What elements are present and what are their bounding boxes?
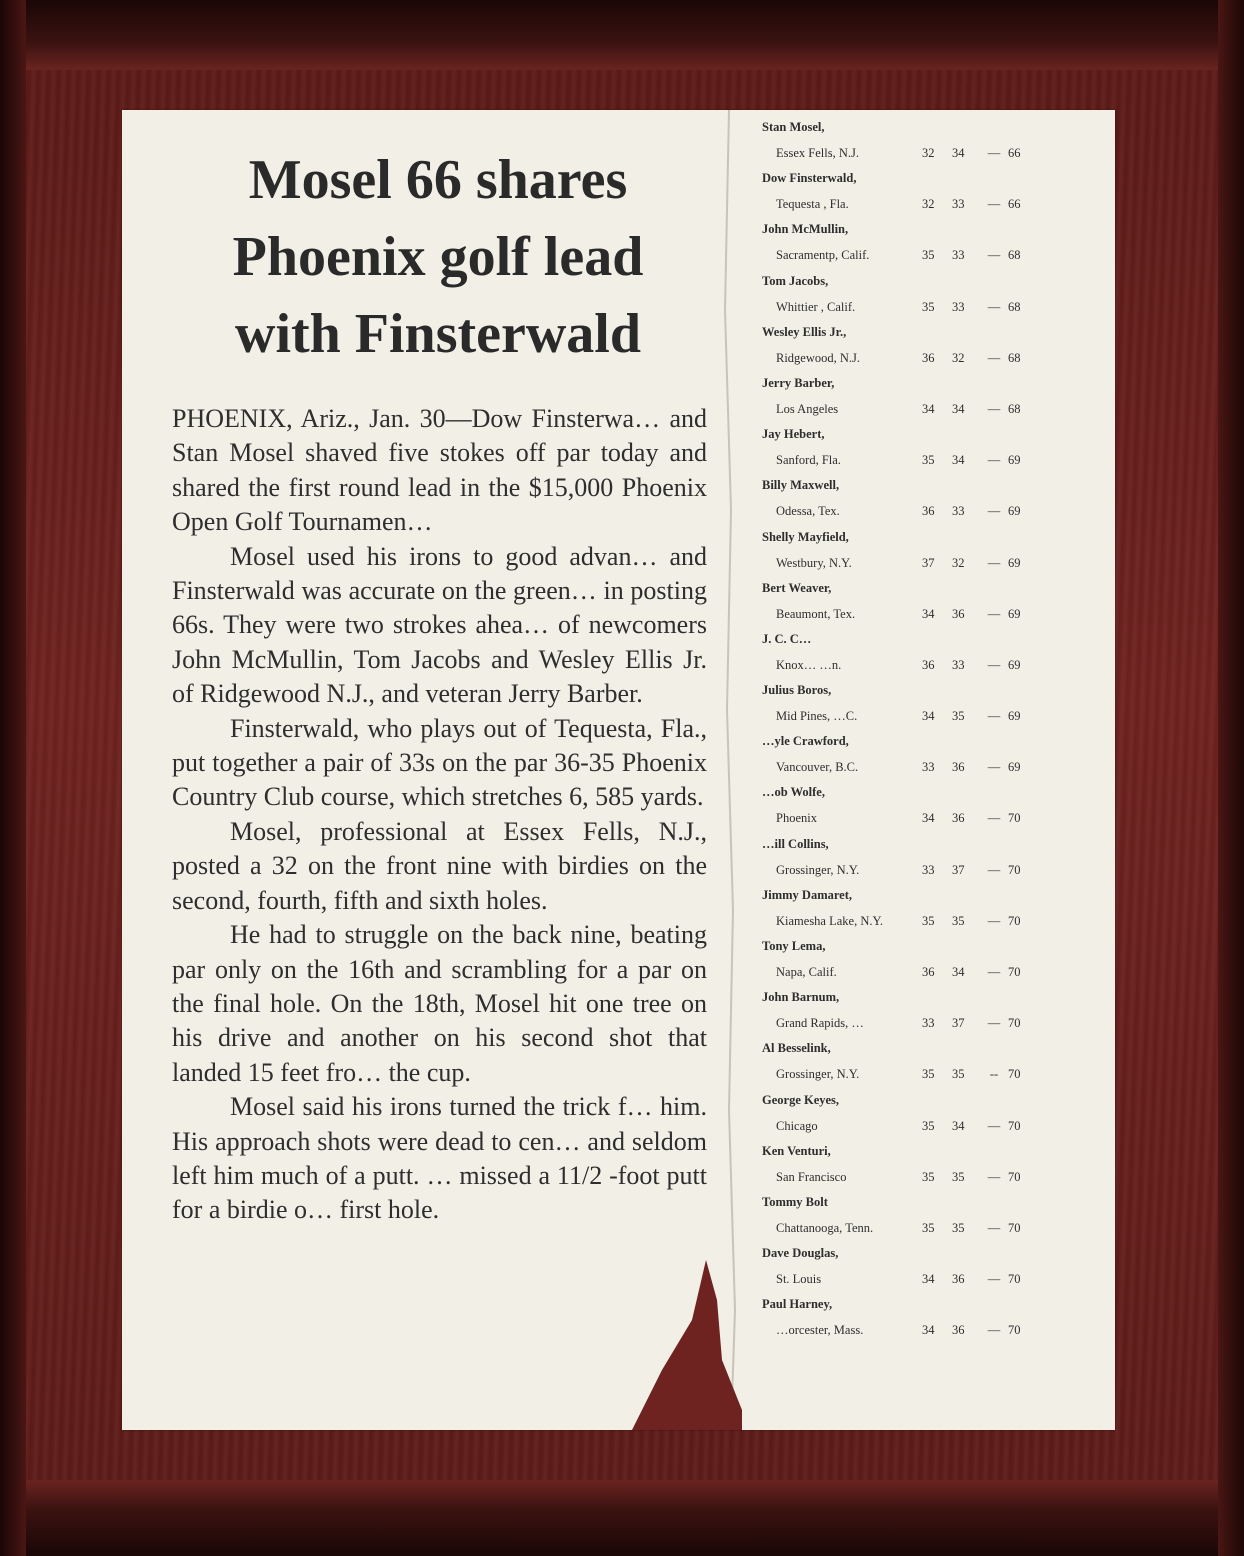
golfer-scores xyxy=(922,300,1062,315)
golfer-name: Tony Lema, xyxy=(762,939,826,953)
back-nine-score: 37 xyxy=(952,1016,965,1031)
total-score: 70 xyxy=(1008,1272,1021,1287)
total-score: 70 xyxy=(1008,1118,1021,1133)
golfer-name: Wesley Ellis Jr., xyxy=(762,324,847,339)
back-nine-score: 34 xyxy=(952,965,965,979)
golfer-city: Chicago xyxy=(776,1118,818,1133)
golfer-city: Westbury, N.Y. xyxy=(776,555,852,570)
article-body xyxy=(172,402,707,1228)
golfer-scores xyxy=(922,248,1062,263)
back-nine-score: 37 xyxy=(952,862,965,877)
golfer-name: Jimmy Damaret, xyxy=(762,887,853,902)
score-dash: — xyxy=(987,1118,1001,1133)
score-dash: — xyxy=(987,811,1001,826)
golfer-name: Julius Boros, xyxy=(762,683,832,698)
total-score: 66 xyxy=(1008,197,1021,212)
golfer-name: George Keyes, xyxy=(762,1092,840,1107)
total-score: 69 xyxy=(1008,555,1021,570)
front-nine-score: 35 xyxy=(922,913,935,928)
score-dash: — xyxy=(987,1323,1001,1338)
golfer-scores xyxy=(922,863,1062,878)
score-dash: — xyxy=(987,606,1001,621)
golfer-name: John McMullin, xyxy=(762,222,849,237)
score-row xyxy=(742,120,1082,171)
article-paragraph: He had to struggle on the back nine, beating par only on the 16th and scrambling for a par on the final hole. On the 18th, Mosel hit one tree on his drive and another on his second shot that landed 15 feet fro… the cup. xyxy=(172,920,707,1087)
front-nine-score: 35 xyxy=(922,1220,935,1235)
golfer-scores xyxy=(922,607,1062,622)
front-nine-score: 34 xyxy=(922,401,935,416)
golfer-scores xyxy=(922,658,1062,673)
golfer-name: …ill Collins, xyxy=(762,836,829,851)
golfer-name: Ken Venturi, xyxy=(762,1143,831,1158)
front-nine-score: 35 xyxy=(922,248,935,263)
score-dash: — xyxy=(987,146,1001,160)
front-nine-score: 36 xyxy=(922,965,935,979)
front-nine-score: 35 xyxy=(922,299,935,314)
headline-line: with Finsterwald xyxy=(235,303,641,365)
article-paragraph: Finsterwald, who plays out of Tequesta, Fla., put together a pair of 33s on the par 36-35 Phoenix Country Club course, which stretches 6, 585 yards. xyxy=(172,713,707,812)
total-score: 69 xyxy=(1008,606,1021,621)
golfer-name: Bert Weaver, xyxy=(762,580,832,595)
back-nine-score: 34 xyxy=(952,453,965,468)
golfer-city: Los Angeles xyxy=(776,401,839,416)
score-dash: — xyxy=(987,965,1001,979)
golfer-name: …ob Wolfe, xyxy=(762,785,825,800)
golfer-name: Tom Jacobs, xyxy=(762,273,829,288)
golfer-city: …orcester, Mass. xyxy=(776,1323,864,1338)
golfer-name: Billy Maxwell, xyxy=(762,478,840,493)
back-nine-score: 35 xyxy=(952,1220,965,1235)
back-nine-score: 33 xyxy=(952,248,965,263)
score-dash: — xyxy=(987,1220,1001,1235)
total-score: 70 xyxy=(1008,1169,1021,1184)
golfer-scores xyxy=(922,1323,1062,1338)
golfer-name: …yle Crawford, xyxy=(762,734,849,749)
article-column xyxy=(122,110,722,1430)
golfer-scores xyxy=(922,1016,1062,1031)
golfer-scores xyxy=(922,1119,1062,1134)
back-nine-score: 36 xyxy=(952,811,965,826)
back-nine-score: 33 xyxy=(952,504,965,519)
plaque-bevel-top xyxy=(0,0,1244,70)
back-nine-score: 36 xyxy=(952,760,965,775)
golfer-name: Tommy Bolt xyxy=(762,1194,828,1209)
golfer-city: Knox… …n. xyxy=(776,657,842,672)
total-score: 70 xyxy=(1008,965,1021,979)
golfer-name: John Barnum, xyxy=(762,990,840,1005)
total-score: 69 xyxy=(1008,657,1021,672)
golfer-scores xyxy=(922,1221,1062,1236)
front-nine-score: 32 xyxy=(922,146,935,160)
score-row xyxy=(742,1195,1082,1246)
score-dash: — xyxy=(987,1169,1001,1184)
score-row xyxy=(742,171,1082,222)
back-nine-score: 34 xyxy=(952,1118,965,1133)
score-dash: — xyxy=(987,709,1001,724)
total-score: 68 xyxy=(1008,401,1021,416)
front-nine-score: 37 xyxy=(922,555,935,570)
score-row xyxy=(742,734,1082,785)
headline xyxy=(178,142,698,373)
golfer-city: Kiamesha Lake, N.Y. xyxy=(776,913,884,928)
golfer-city: Ridgewood, N.J. xyxy=(776,350,861,365)
golfer-city: Grossinger, N.Y. xyxy=(776,862,860,877)
back-nine-score: 32 xyxy=(952,555,965,570)
total-score: 69 xyxy=(1008,453,1021,468)
golfer-scores xyxy=(922,965,1062,980)
score-dash: — xyxy=(987,1016,1001,1031)
golfer-name: Jay Hebert, xyxy=(762,427,825,442)
golfer-city: Whittier , Calif. xyxy=(776,299,856,314)
plaque-bevel-left xyxy=(0,0,26,1556)
newspaper-clipping xyxy=(122,110,1115,1430)
plaque-bevel-right xyxy=(1218,0,1244,1556)
golfer-name: Dave Douglas, xyxy=(762,1246,839,1261)
score-row xyxy=(742,581,1082,632)
back-nine-score: 33 xyxy=(952,299,965,314)
golfer-scores xyxy=(922,402,1062,417)
score-row xyxy=(742,1093,1082,1144)
score-row xyxy=(742,1246,1082,1297)
torn-corner-stain xyxy=(622,1260,742,1430)
front-nine-score: 34 xyxy=(922,606,935,621)
front-nine-score: 35 xyxy=(922,453,935,468)
golfer-scores xyxy=(922,197,1062,212)
total-score: 69 xyxy=(1008,709,1021,724)
golfer-city: Tequesta , Fla. xyxy=(776,197,849,212)
total-score: 70 xyxy=(1008,1067,1021,1082)
golfer-city: Chattanooga, Tenn. xyxy=(776,1220,874,1235)
total-score: 66 xyxy=(1008,146,1021,160)
headline-line: Phoenix golf lead xyxy=(232,226,644,288)
score-dash: — xyxy=(987,453,1001,468)
golfer-scores xyxy=(922,504,1062,519)
total-score: 70 xyxy=(1008,811,1021,826)
score-dash: — xyxy=(987,913,1001,928)
front-nine-score: 34 xyxy=(922,1272,935,1287)
score-dash: -- xyxy=(989,1067,999,1082)
total-score: 69 xyxy=(1008,760,1021,775)
front-nine-score: 36 xyxy=(922,350,935,365)
front-nine-score: 34 xyxy=(922,709,935,724)
front-nine-score: 34 xyxy=(922,1323,935,1338)
back-nine-score: 36 xyxy=(952,606,965,621)
golfer-name: J. C. C… xyxy=(762,631,812,646)
golfer-name: Dow Finsterwald, xyxy=(762,171,857,186)
score-row xyxy=(742,530,1082,581)
golfer-city: Sanford, Fla. xyxy=(776,453,841,468)
golfer-city: San Francisco xyxy=(776,1169,847,1184)
score-row xyxy=(742,785,1082,836)
front-nine-score: 33 xyxy=(922,1016,935,1031)
golfer-city: Napa, Calif. xyxy=(776,965,837,979)
golfer-scores xyxy=(922,453,1062,468)
front-nine-score: 36 xyxy=(922,657,935,672)
score-row xyxy=(742,632,1082,683)
score-row xyxy=(742,325,1082,376)
back-nine-score: 35 xyxy=(952,1067,965,1082)
score-dash: — xyxy=(987,862,1001,877)
total-score: 70 xyxy=(1008,1323,1021,1338)
golfer-scores xyxy=(922,811,1062,826)
total-score: 69 xyxy=(1008,504,1021,519)
score-dash: — xyxy=(987,197,1001,212)
article-paragraph: Mosel said his irons turned the trick f… him. His approach shots were dead to cen… and seldom left him much of a putt. … missed a 11/2 -foot putt for a birdie o… first hole. xyxy=(172,1092,707,1225)
score-row xyxy=(742,990,1082,1041)
golfer-scores xyxy=(922,351,1062,366)
total-score: 70 xyxy=(1008,862,1021,877)
golfer-city: Sacramentp, Calif. xyxy=(776,248,870,263)
golfer-city: Odessa, Tex. xyxy=(776,504,840,519)
front-nine-score: 35 xyxy=(922,1118,935,1133)
front-nine-score: 35 xyxy=(922,1067,935,1082)
score-dash: — xyxy=(987,350,1001,365)
score-row xyxy=(742,274,1082,325)
score-row xyxy=(742,427,1082,478)
golfer-scores xyxy=(922,1067,1062,1082)
back-nine-score: 36 xyxy=(952,1323,965,1338)
score-row xyxy=(742,683,1082,734)
back-nine-score: 35 xyxy=(952,709,965,724)
front-nine-score: 33 xyxy=(922,760,935,775)
front-nine-score: 35 xyxy=(922,1169,935,1184)
golfer-scores xyxy=(922,146,1062,161)
article-paragraph: PHOENIX, Ariz., Jan. 30—Dow Finsterwa… and Stan Mosel shaved five stokes off par today and shared the first round lead in the $15,000 Phoenix Open Golf Tournamen… xyxy=(172,404,707,537)
score-list xyxy=(742,120,1082,1349)
back-nine-score: 34 xyxy=(952,146,965,160)
score-row xyxy=(742,1297,1082,1348)
front-nine-score: 34 xyxy=(922,811,935,826)
back-nine-score: 35 xyxy=(952,1169,965,1184)
back-nine-score: 36 xyxy=(952,1272,965,1287)
back-nine-score: 33 xyxy=(952,197,965,212)
article-paragraph: Mosel used his irons to good advan… and Finsterwald was accurate on the green… in posting 66s. They were two strokes ahea… of newcomers John McMullin, Tom Jacobs and Wesley Ellis Jr. of Ridgewood N.J., and veteran Jerry Barber. xyxy=(172,541,707,709)
score-row xyxy=(742,376,1082,427)
golfer-scores xyxy=(922,1170,1062,1185)
total-score: 70 xyxy=(1008,913,1021,928)
score-dash: — xyxy=(987,248,1001,263)
golfer-name: Stan Mosel, xyxy=(762,120,825,134)
score-row xyxy=(742,939,1082,990)
golfer-scores xyxy=(922,914,1062,929)
golfer-scores xyxy=(922,556,1062,571)
score-dash: — xyxy=(987,1272,1001,1287)
golfer-name: Shelly Mayfield, xyxy=(762,529,849,544)
golfer-city: Grand Rapids, … xyxy=(776,1016,864,1031)
golfer-scores xyxy=(922,1272,1062,1287)
total-score: 68 xyxy=(1008,299,1021,314)
total-score: 70 xyxy=(1008,1220,1021,1235)
golfer-city: Phoenix xyxy=(776,811,817,826)
article-paragraph: Mosel, professional at Essex Fells, N.J., posted a 32 on the front nine with birdies on the second, fourth, fifth and sixth holes. xyxy=(172,816,707,915)
score-dash: — xyxy=(987,657,1001,672)
back-nine-score: 33 xyxy=(952,657,965,672)
score-row xyxy=(742,1041,1082,1092)
score-row xyxy=(742,888,1082,939)
total-score: 68 xyxy=(1008,248,1021,263)
golfer-city: Essex Fells, N.J. xyxy=(776,146,859,160)
golfer-city: Vancouver, B.C. xyxy=(776,760,859,775)
front-nine-score: 33 xyxy=(922,862,935,877)
score-row xyxy=(742,478,1082,529)
total-score: 70 xyxy=(1008,1016,1021,1031)
golfer-scores xyxy=(922,760,1062,775)
front-nine-score: 36 xyxy=(922,504,935,519)
headline-line: Mosel 66 shares xyxy=(248,149,628,211)
front-nine-score: 32 xyxy=(922,197,935,212)
golfer-name: Jerry Barber, xyxy=(762,375,835,390)
score-dash: — xyxy=(987,760,1001,775)
score-row xyxy=(742,1144,1082,1195)
golfer-city: Mid Pines, …C. xyxy=(776,709,858,724)
golfer-name: Paul Harney, xyxy=(762,1297,833,1312)
score-row xyxy=(742,837,1082,888)
score-dash: — xyxy=(987,401,1001,416)
back-nine-score: 34 xyxy=(952,401,965,416)
score-dash: — xyxy=(987,504,1001,519)
back-nine-score: 32 xyxy=(952,350,965,365)
golfer-city: Beaumont, Tex. xyxy=(776,606,856,621)
golfer-city: St. Louis xyxy=(776,1272,822,1287)
golfer-name: Al Besselink, xyxy=(762,1041,831,1056)
score-dash: — xyxy=(987,555,1001,570)
golfer-scores xyxy=(922,709,1062,724)
score-row xyxy=(742,222,1082,273)
total-score: 68 xyxy=(1008,350,1021,365)
golfer-city: Grossinger, N.Y. xyxy=(776,1067,860,1082)
back-nine-score: 35 xyxy=(952,913,965,928)
score-dash: — xyxy=(987,299,1001,314)
plaque-bevel-bottom xyxy=(0,1480,1244,1556)
